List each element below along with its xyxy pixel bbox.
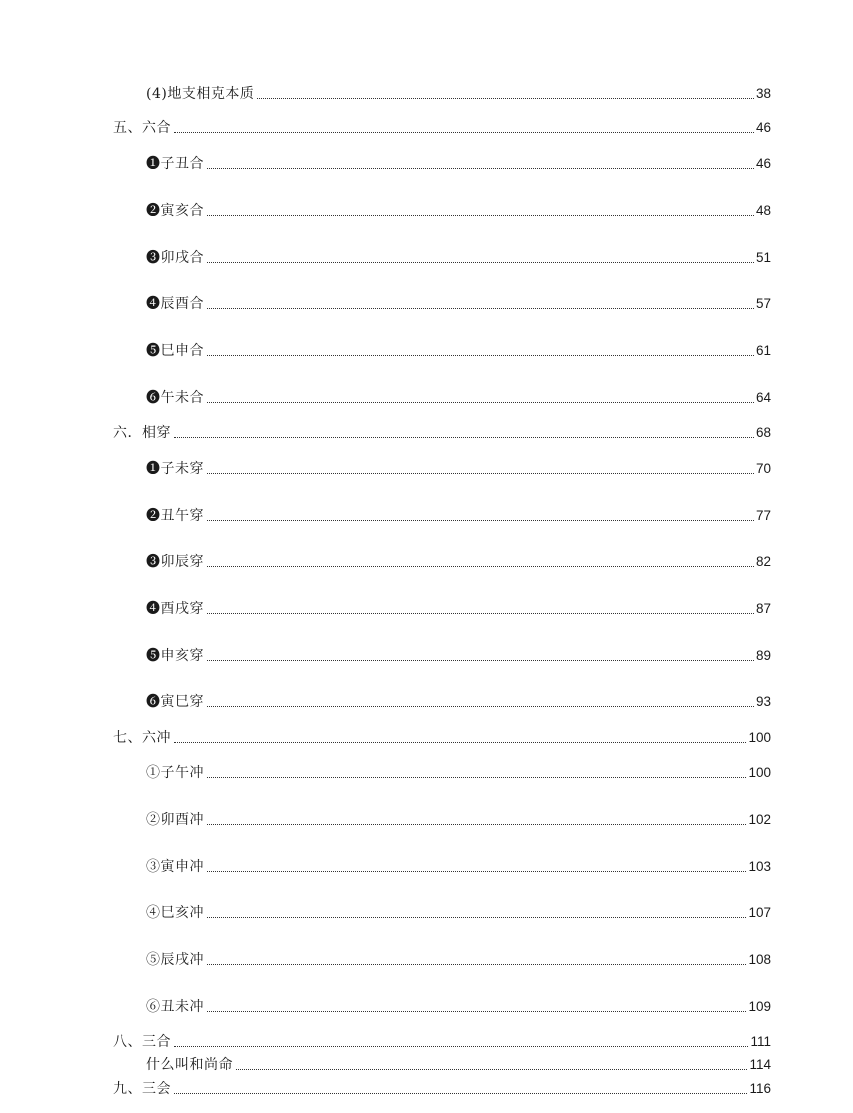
dot-leader bbox=[207, 917, 746, 918]
toc-entry-page: 68 bbox=[755, 425, 771, 440]
dot-leader bbox=[174, 742, 746, 743]
dot-leader bbox=[174, 1093, 747, 1094]
toc-entry-title: ⑥丑未冲 bbox=[146, 999, 204, 1015]
toc-entry-page: 64 bbox=[755, 390, 771, 405]
toc-entry-page: 77 bbox=[755, 508, 771, 523]
dot-leader bbox=[207, 520, 754, 521]
toc-entry-page: 38 bbox=[755, 86, 771, 101]
toc-entry-title: ❶子未穿 bbox=[146, 461, 204, 477]
toc-entry-page: 102 bbox=[748, 812, 771, 827]
toc-entry-page: 100 bbox=[748, 730, 771, 745]
dot-leader bbox=[174, 1046, 748, 1047]
toc-entry-page: 114 bbox=[749, 1057, 771, 1072]
toc-entry[interactable] bbox=[146, 690, 771, 710]
dot-leader bbox=[207, 706, 754, 707]
toc-entry-title: ❹辰酉合 bbox=[146, 296, 204, 312]
dot-leader bbox=[257, 98, 754, 99]
toc-entry-page: 107 bbox=[748, 905, 771, 920]
toc-entry[interactable] bbox=[146, 457, 771, 477]
dot-leader bbox=[207, 473, 754, 474]
toc-entry-title: ❷丑午穿 bbox=[146, 508, 204, 524]
dot-leader bbox=[236, 1069, 747, 1070]
dot-leader bbox=[174, 132, 754, 133]
dot-leader bbox=[207, 262, 754, 263]
toc-entry[interactable] bbox=[146, 82, 771, 102]
toc-entry-page: 48 bbox=[755, 203, 771, 218]
dot-leader bbox=[174, 437, 754, 438]
dot-leader bbox=[207, 168, 754, 169]
toc-entry[interactable] bbox=[146, 386, 771, 406]
dot-leader bbox=[207, 777, 746, 778]
dot-leader bbox=[207, 871, 746, 872]
toc-entry-page: 61 bbox=[755, 343, 771, 358]
toc-entry[interactable] bbox=[113, 421, 771, 441]
toc-entry-title: ❻寅巳穿 bbox=[146, 694, 204, 710]
toc-entry[interactable] bbox=[113, 726, 771, 746]
dot-leader bbox=[207, 660, 754, 661]
toc-entry-title: ❺巳申合 bbox=[146, 343, 204, 359]
toc-entry-title: 六．相穿 bbox=[113, 425, 171, 441]
toc-entry-title: ③寅申冲 bbox=[146, 859, 204, 875]
dot-leader bbox=[207, 308, 754, 309]
toc-entry-page: 116 bbox=[749, 1081, 771, 1096]
toc-entry-page: 57 bbox=[755, 296, 771, 311]
toc-entry-title: ❶子丑合 bbox=[146, 156, 204, 172]
toc-entry[interactable] bbox=[146, 855, 771, 875]
toc-entry-title: 什么叫和尚命 bbox=[146, 1057, 233, 1073]
toc-entry[interactable] bbox=[146, 339, 771, 359]
dot-leader bbox=[207, 613, 754, 614]
toc-entry[interactable] bbox=[146, 948, 771, 968]
toc-entry-page: 51 bbox=[755, 250, 771, 265]
toc-entry-title: 五、六合 bbox=[113, 120, 171, 136]
toc-entry[interactable] bbox=[113, 1030, 771, 1050]
toc-entry[interactable] bbox=[146, 550, 771, 570]
toc-entry[interactable] bbox=[146, 597, 771, 617]
toc-entry[interactable] bbox=[146, 246, 771, 266]
toc-entry-page: 46 bbox=[755, 156, 771, 171]
toc-entry-title: ❸卯戌合 bbox=[146, 250, 204, 266]
toc-entry-title: ❸卯辰穿 bbox=[146, 554, 204, 570]
dot-leader bbox=[207, 964, 746, 965]
dot-leader bbox=[207, 402, 754, 403]
dot-leader bbox=[207, 1011, 746, 1012]
toc-entry[interactable] bbox=[146, 761, 771, 781]
toc-entry-title: 七、六冲 bbox=[113, 730, 171, 746]
toc-entry-page: 103 bbox=[748, 859, 771, 874]
toc-entry-title: ④巳亥冲 bbox=[146, 905, 204, 921]
toc-entry-title: ❺申亥穿 bbox=[146, 648, 204, 664]
toc-entry[interactable] bbox=[146, 504, 771, 524]
dot-leader bbox=[207, 824, 746, 825]
toc-entry-title: ②卯酉冲 bbox=[146, 812, 204, 828]
toc-entry-title: ⑤辰戌冲 bbox=[146, 952, 204, 968]
toc-entry[interactable] bbox=[146, 901, 771, 921]
toc-entry-page: 109 bbox=[748, 999, 771, 1014]
toc-entry-page: 108 bbox=[748, 952, 771, 967]
dot-leader bbox=[207, 355, 754, 356]
toc-entry-page: 87 bbox=[755, 601, 771, 616]
toc-entry-title: (4)地支相克本质 bbox=[146, 86, 255, 102]
toc-entry-title: ❻午未合 bbox=[146, 390, 204, 406]
toc-entry-title: 八、三合 bbox=[113, 1034, 171, 1050]
dot-leader bbox=[207, 215, 754, 216]
dot-leader bbox=[207, 566, 754, 567]
toc-entry-page: 46 bbox=[755, 120, 771, 135]
toc-entry-page: 111 bbox=[750, 1034, 771, 1049]
toc-entry[interactable] bbox=[146, 152, 771, 172]
toc-entry[interactable] bbox=[146, 808, 771, 828]
toc-entry[interactable] bbox=[146, 995, 771, 1015]
toc-entry-page: 70 bbox=[755, 461, 771, 476]
toc-entry-page: 100 bbox=[748, 765, 771, 780]
toc-entry-title: ❹酉戌穿 bbox=[146, 601, 204, 617]
toc-entry-title: ①子午冲 bbox=[146, 765, 204, 781]
toc-entry-page: 93 bbox=[755, 694, 771, 709]
toc-entry[interactable] bbox=[146, 292, 771, 312]
toc-entry[interactable] bbox=[146, 644, 771, 664]
toc-entry[interactable] bbox=[146, 199, 771, 219]
toc-entry[interactable] bbox=[146, 1053, 771, 1073]
toc-entry-title: 九、三会 bbox=[113, 1081, 171, 1097]
toc-entry[interactable] bbox=[113, 116, 771, 136]
toc-entry-page: 89 bbox=[755, 648, 771, 663]
toc-entry[interactable] bbox=[113, 1077, 771, 1097]
toc-entry-page: 82 bbox=[755, 554, 771, 569]
toc-entry-title: ❷寅亥合 bbox=[146, 203, 204, 219]
